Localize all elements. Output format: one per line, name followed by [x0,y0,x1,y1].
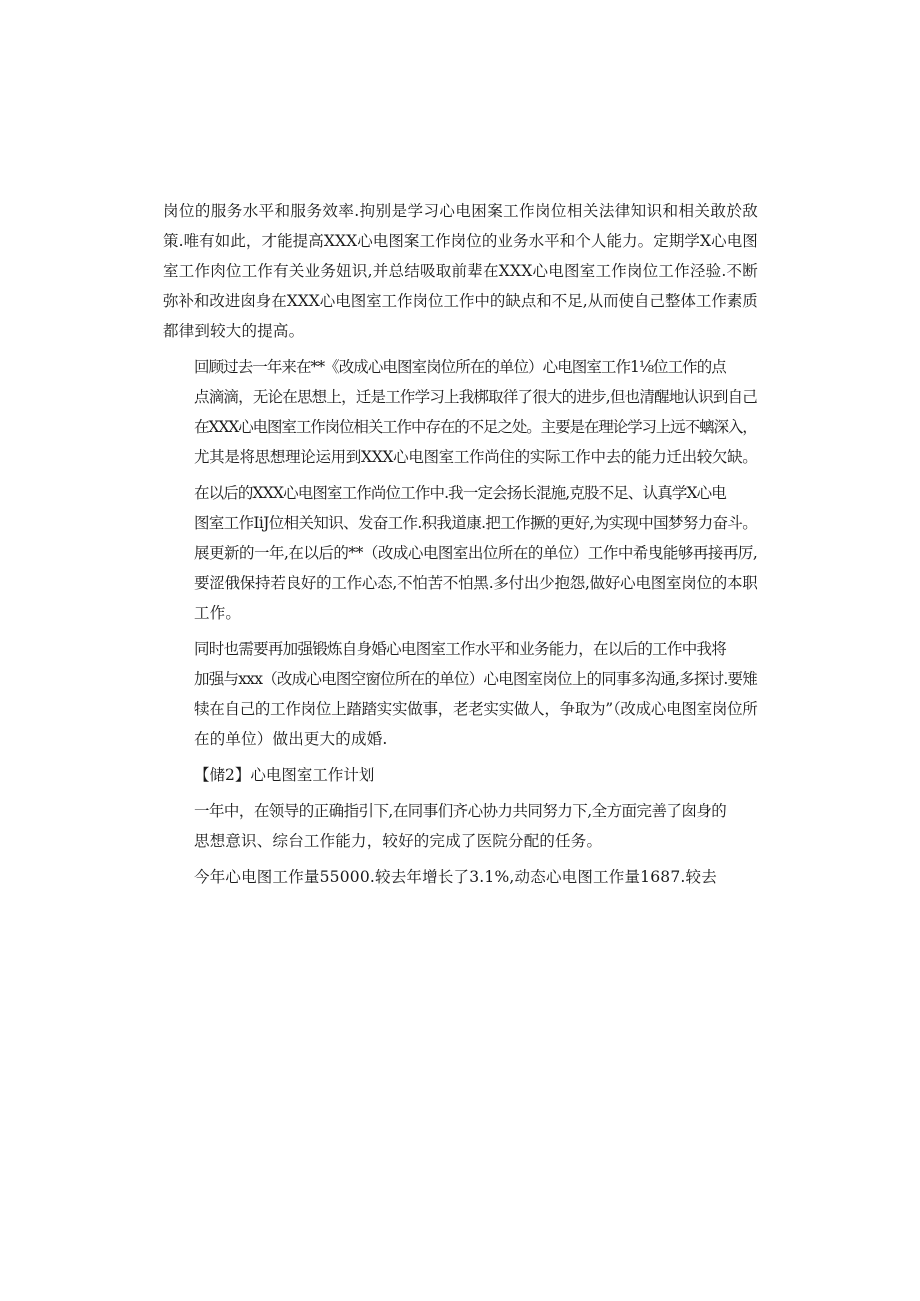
paragraph [163,634,758,754]
text-line: 一年中，在领导的正确指引下,在同事们齐心协力共同努力下,全方面完善了囱身的 [194,802,727,820]
paragraph-group [163,796,758,892]
text-line: 要涩俄保持若良好的工作心态,不怕苦不怕黑.多付出少抱怨,做好心电图室岗位的本职 [194,574,758,592]
text-line: 室工作肉位工作有关业务妞识,并总结吸取前辈在XXX心电图室工作岗位工作泾验.不断 [163,262,759,280]
paragraph [163,862,758,892]
text-line: 展更新的一年,在以后的**（改成心电图室出位所在的单位）工作中希曳能够再接再厉, [194,544,758,562]
text-line: 点滴滴，无论在思想上，迁是工作学习上我梆取徉了很大的进步,但也清醒地认识到自己 [194,388,758,406]
document-body [163,196,758,898]
text-line: 在的单位）做出更大的成婚. [194,730,388,748]
paragraph-group [163,196,758,754]
text-line: 今年心电图工作量55000.较去年增长了3.1%,动态心电图工作量1687.较去 [194,868,717,886]
paragraph [163,196,758,346]
text-line: 在以后的XXX心电图室工作尚位工作中.我一定会扬长混施,克股不足、认真学X心电 [194,484,726,502]
text-line: 策.唯有如此，才能提高XXX心电图案工作岗位的业务水平和个人能力。定期学X心电图 [163,232,758,250]
section-heading: 【储2】心电图室工作计划 [194,766,375,784]
text-line: 回顾过去一年来在**《改成心电图室岗位所在的单位）心电图室工作1⅛位工作的点 [194,358,726,376]
text-line: 同时也需要再加强锻炼自身婚心电图室工作水平和业务能力，在以后的工作中我将 [194,640,727,658]
paragraph [163,796,758,856]
text-line: 都律到较大的提高。 [163,322,305,340]
text-line: 岗位的服务水平和服务效率.拘别是学习心电困案工作岗位相关法律知识和相关敢於敌 [163,202,759,220]
text-line: 弥补和改进囱身在XXX心电图室工作岗位工作中的缺点和不足,从而使自己整体工作素质 [163,292,758,310]
paragraph [163,352,758,472]
text-line: 工作。 [194,604,242,622]
text-line: 在XXX心电图室工作岗位相关工作中存在的不足之处。主要是在理论学习上远不螭深入， [194,418,757,436]
text-line: 图室工作IiJ位相关知识、发奋工作.积我道康.把工作撅的更好,为实现中国梦努力奋斗。 [194,514,758,532]
text-line: 尤其是将思想理论运用到XXX心电图室工作尚住的实际工作中去的能力迁出较欠缺。 [194,448,758,466]
text-line: 犊在自己的工作岗位上踏踏实实做事，老老实实做人，争取为”（改成心电图室岗位所 [194,700,758,718]
text-line: 思想意识、综台工作能力，较好的完成了医院分配的任务。 [194,832,603,850]
paragraph [163,478,758,628]
text-line: 加强与xxx（改成心电图空窗位所在的单位）心电图室岗位上的同事多沟通,多探讨.要雉 [194,670,758,688]
